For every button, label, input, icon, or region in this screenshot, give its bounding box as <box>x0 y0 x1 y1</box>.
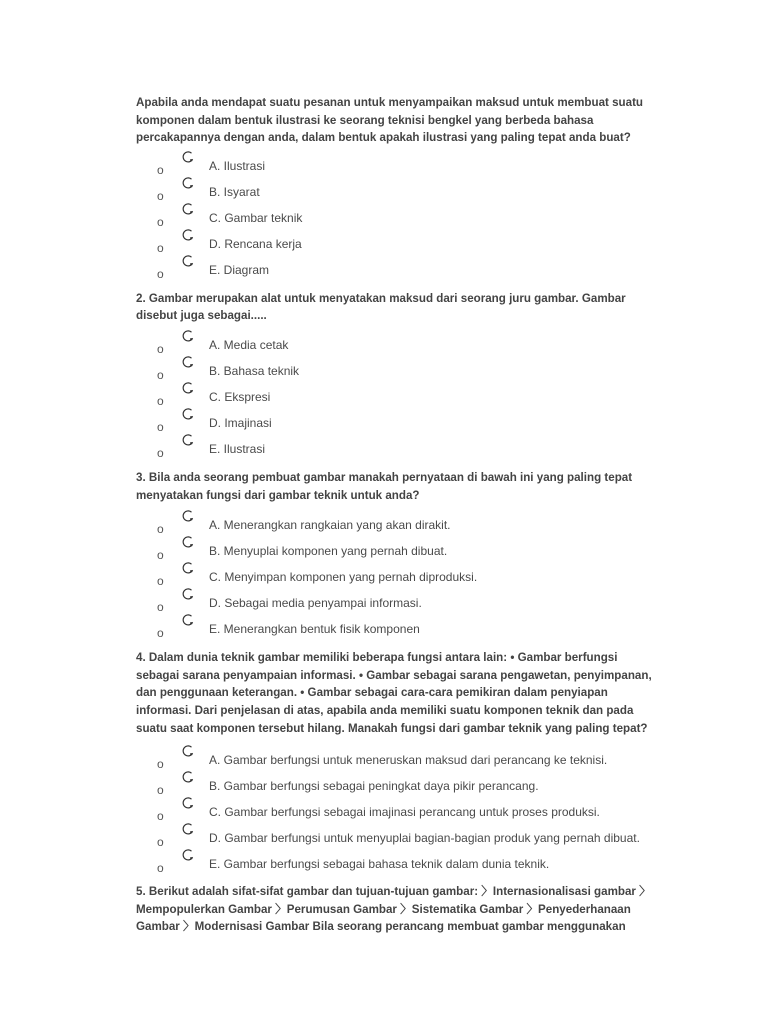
option-label: E. Ilustrasi <box>209 441 266 456</box>
option-item[interactable] <box>136 538 661 564</box>
radio-button-icon[interactable] <box>181 355 195 369</box>
list-bullet: o <box>157 809 164 824</box>
option-item[interactable] <box>136 153 661 179</box>
option-label: D. Sebagai media penyampai informasi. <box>209 596 422 611</box>
radio-button-icon[interactable] <box>181 848 195 862</box>
list-bullet: o <box>157 419 164 434</box>
option-label: C. Menyimpan komponen yang pernah diproduksi. <box>209 570 478 585</box>
option-label: B. Gambar berfungsi sebagai peningkat daya pikir perancang. <box>209 779 539 794</box>
radio-button-icon[interactable] <box>181 561 195 575</box>
option-item[interactable] <box>136 616 661 642</box>
option-label: B. Isyarat <box>209 184 260 199</box>
list-bullet: o <box>157 835 164 850</box>
option-item[interactable] <box>136 332 661 358</box>
option-label: C. Gambar teknik <box>209 210 303 225</box>
option-item[interactable] <box>136 231 661 257</box>
options-list <box>136 747 661 877</box>
radio-button-icon[interactable] <box>181 176 195 190</box>
option-item[interactable] <box>136 512 661 538</box>
radio-button-icon[interactable] <box>181 535 195 549</box>
question-4 <box>136 649 661 877</box>
option-label: D. Rencana kerja <box>209 236 302 251</box>
option-item[interactable] <box>136 205 661 231</box>
question-text: 5. Berikut adalah sifat-sifat gambar dan tujuan-tujuan gambar: 〉Internasionalisasi gambar 〉Mempopulerkan Gambar 〉Perumusan Gambar 〉Sistematika Gambar 〉Penyederhanaan Gambar 〉Modernisasi Gambar Bila seorang perancang membuat gambar menggunakan <box>136 885 651 934</box>
radio-button-icon[interactable] <box>181 329 195 343</box>
option-item[interactable] <box>136 825 661 851</box>
option-item[interactable] <box>136 436 661 462</box>
option-label: B. Menyuplai komponen yang pernah dibuat. <box>209 544 448 559</box>
option-label: A. Media cetak <box>209 337 289 352</box>
options-list <box>136 512 661 642</box>
list-bullet: o <box>157 548 164 563</box>
list-bullet: o <box>157 445 164 460</box>
list-bullet: o <box>157 367 164 382</box>
radio-button-icon[interactable] <box>181 509 195 523</box>
option-item[interactable] <box>136 851 661 877</box>
option-item[interactable] <box>136 410 661 436</box>
option-item[interactable] <box>136 257 661 283</box>
option-label: A. Gambar berfungsi untuk meneruskan maksud dari perancang ke teknisi. <box>209 753 608 768</box>
option-item[interactable] <box>136 773 661 799</box>
radio-button-icon[interactable] <box>181 150 195 164</box>
radio-button-icon[interactable] <box>181 822 195 836</box>
list-bullet: o <box>157 600 164 615</box>
option-item[interactable] <box>136 564 661 590</box>
list-bullet: o <box>157 214 164 229</box>
question-3 <box>136 469 661 642</box>
list-bullet: o <box>157 162 164 177</box>
option-item[interactable] <box>136 179 661 205</box>
option-label: D. Imajinasi <box>209 415 272 430</box>
radio-button-icon[interactable] <box>181 613 195 627</box>
radio-button-icon[interactable] <box>181 744 195 758</box>
question-text: 4. Dalam dunia teknik gambar memiliki beberapa fungsi antara lain: • Gambar berfungsi sebagai sarana penyampaian informasi. • Gambar sebagai sarana pengawetan, penyimpanan, dan penggunaan keterangan. • Gambar sebagai cara-cara pemikiran dalam penyiapan informasi. Dari penjelasan di atas, apabila anda memiliki suatu komponen teknik dan pada suatu saat komponen tersebut hilang. Manakah fungsi dari gambar teknik yang paling tepat? <box>136 651 652 735</box>
radio-button-icon[interactable] <box>181 228 195 242</box>
list-bullet: o <box>157 757 164 772</box>
list-bullet: o <box>157 626 164 641</box>
option-item[interactable] <box>136 799 661 825</box>
question-text: 3. Bila anda seorang pembuat gambar manakah pernyataan di bawah ini yang paling tepat menyatakan fungsi dari gambar teknik untuk anda? <box>136 470 633 502</box>
question-1 <box>136 94 661 283</box>
option-label: A. Menerangkan rangkaian yang akan dirakit. <box>209 518 451 533</box>
option-label: E. Diagram <box>209 262 270 277</box>
radio-button-icon[interactable] <box>181 770 195 784</box>
option-item[interactable] <box>136 590 661 616</box>
radio-button-icon[interactable] <box>181 433 195 447</box>
option-label: C. Ekspresi <box>209 389 271 404</box>
options-list <box>136 153 661 283</box>
list-bullet: o <box>157 188 164 203</box>
list-bullet: o <box>157 861 164 876</box>
option-item[interactable] <box>136 384 661 410</box>
option-item[interactable] <box>136 358 661 384</box>
list-bullet: o <box>157 240 164 255</box>
radio-button-icon[interactable] <box>181 796 195 810</box>
option-item[interactable] <box>136 747 661 773</box>
radio-button-icon[interactable] <box>181 254 195 268</box>
radio-button-icon[interactable] <box>181 381 195 395</box>
question-text: Apabila anda mendapat suatu pesanan untuk menyampaikan maksud untuk membuat suatu komponen dalam bentuk ilustrasi ke seorang teknisi bengkel yang berbeda bahasa percakapannya dengan anda, dalam bentuk apakah ilustrasi yang paling tepat anda buat? <box>136 96 644 145</box>
option-label: E. Menerangkan bentuk fisik komponen <box>209 622 420 637</box>
question-2 <box>136 290 661 462</box>
radio-button-icon[interactable] <box>181 202 195 216</box>
option-label: C. Gambar berfungsi sebagai imajinasi perancang untuk proses produksi. <box>209 805 600 820</box>
options-list <box>136 332 661 462</box>
option-label: A. Ilustrasi <box>209 158 266 173</box>
list-bullet: o <box>157 341 164 356</box>
list-bullet: o <box>157 393 164 408</box>
list-bullet: o <box>157 522 164 537</box>
list-bullet: o <box>157 266 164 281</box>
radio-button-icon[interactable] <box>181 407 195 421</box>
question-5 <box>136 883 661 936</box>
list-bullet: o <box>157 574 164 589</box>
option-label: B. Bahasa teknik <box>209 363 300 378</box>
list-bullet: o <box>157 783 164 798</box>
option-label: E. Gambar berfungsi sebagai bahasa teknik dalam dunia teknik. <box>209 857 550 872</box>
radio-button-icon[interactable] <box>181 587 195 601</box>
option-label: D. Gambar berfungsi untuk menyuplai bagian-bagian produk yang pernah dibuat. <box>209 831 640 846</box>
question-text: 2. Gambar merupakan alat untuk menyatakan maksud dari seorang juru gambar. Gambar disebut juga sebagai..... <box>136 291 626 323</box>
quiz-page <box>136 94 661 936</box>
